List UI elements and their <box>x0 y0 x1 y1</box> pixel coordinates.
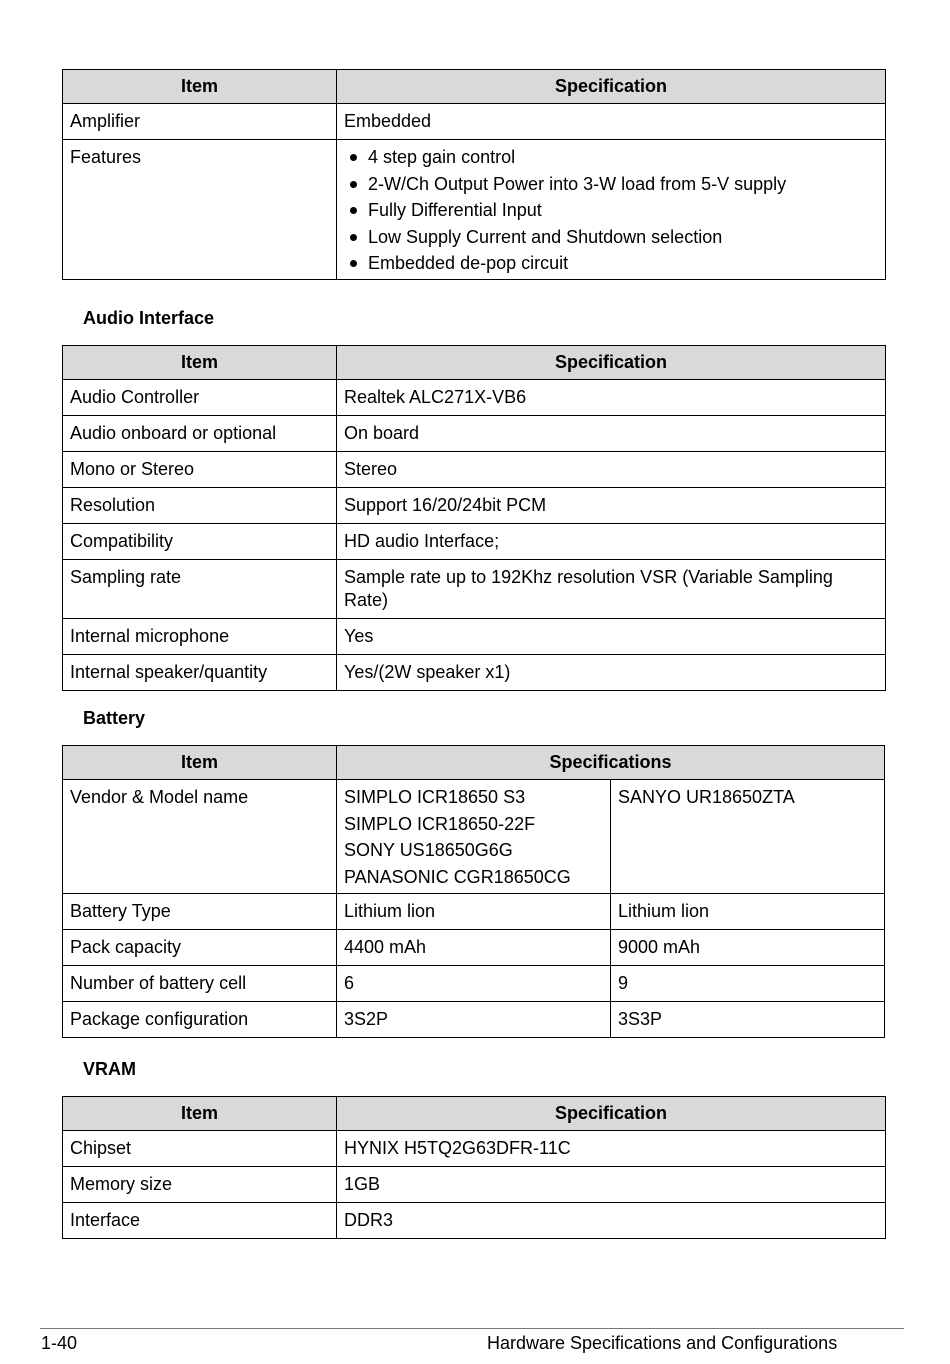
section-title-battery: Battery <box>83 708 146 728</box>
model-name: PANASONIC CGR18650CG <box>344 866 571 887</box>
table-row <box>63 1131 886 1167</box>
spec-cell: Lithium lion <box>611 894 885 930</box>
header-specification: Specification <box>337 346 886 380</box>
table-row <box>63 780 885 894</box>
spec-cell: 9 <box>611 966 885 1002</box>
spec-cell: Realtek ALC271X-VB6 <box>337 380 886 416</box>
item-cell: Internal speaker/quantity <box>63 655 337 691</box>
item-cell: Chipset <box>63 1131 337 1167</box>
item-cell: Interface <box>63 1203 337 1239</box>
item-cell: Audio onboard or optional <box>63 416 337 452</box>
table-row <box>63 1203 886 1239</box>
item-cell: Features <box>63 140 337 280</box>
spec-cell: Yes/(2W speaker x1) <box>337 655 886 691</box>
audio-interface-table <box>62 345 886 691</box>
item-cell: Resolution <box>63 488 337 524</box>
item-cell: Pack capacity <box>63 930 337 966</box>
table-header-row <box>63 70 886 104</box>
header-item: Item <box>63 746 337 780</box>
item-cell: Number of battery cell <box>63 966 337 1002</box>
table-row <box>63 416 886 452</box>
spec-cell: Embedded <box>337 104 886 140</box>
header-item: Item <box>63 346 337 380</box>
vram-table <box>62 1096 886 1239</box>
features-cell <box>337 140 886 280</box>
header-specification: Specification <box>337 70 886 104</box>
spec-cell: Lithium lion <box>337 894 611 930</box>
table-row <box>63 655 886 691</box>
item-cell: Sampling rate <box>63 560 337 619</box>
spec-cell: 4400 mAh <box>337 930 611 966</box>
vendor-models-cell <box>337 780 611 894</box>
spec-cell: 6 <box>337 966 611 1002</box>
spec-cell: Yes <box>337 619 886 655</box>
model-name: SIMPLO ICR18650-22F <box>344 813 536 834</box>
item-cell: Battery Type <box>63 894 337 930</box>
list-item: Fully Differential Input <box>344 197 878 224</box>
spec-cell: 9000 mAh <box>611 930 885 966</box>
model-name: SIMPLO ICR18650 S3 <box>344 787 526 807</box>
header-specification: Specification <box>337 1097 886 1131</box>
table-row <box>63 894 885 930</box>
table-header-row <box>63 1097 886 1131</box>
spec-cell: Support 16/20/24bit PCM <box>337 488 886 524</box>
table-row <box>63 966 885 1002</box>
spec-cell: 3S2P <box>337 1002 611 1038</box>
spec-cell: DDR3 <box>337 1203 886 1239</box>
item-cell: Vendor & Model name <box>63 780 337 894</box>
spec-cell: On board <box>337 416 886 452</box>
item-cell: Amplifier <box>63 104 337 140</box>
item-cell: Internal microphone <box>63 619 337 655</box>
table-row <box>63 560 886 619</box>
table-row <box>63 380 886 416</box>
item-cell: Mono or Stereo <box>63 452 337 488</box>
table-row <box>63 619 886 655</box>
section-title-audio-interface: Audio Interface <box>83 308 215 328</box>
table-row <box>63 452 886 488</box>
section-title-vram: VRAM <box>83 1059 136 1079</box>
list-item: Embedded de-pop circuit <box>344 250 878 277</box>
header-specifications: Specifications <box>337 746 885 780</box>
features-list <box>344 144 878 277</box>
item-cell: Compatibility <box>63 524 337 560</box>
table-row <box>63 524 886 560</box>
model-name: SONY US18650G6G <box>344 840 513 860</box>
table-row <box>63 930 885 966</box>
table-header-row <box>63 746 885 780</box>
spec-cell: HD audio Interface; <box>337 524 886 560</box>
table-row <box>63 140 886 280</box>
list-item: Low Supply Current and Shutdown selection <box>344 224 878 251</box>
item-cell: Package configuration <box>63 1002 337 1038</box>
model-name: SANYO UR18650ZTA <box>618 787 795 807</box>
item-cell: Audio Controller <box>63 380 337 416</box>
chapter-title: Hardware Specifications and Configurations <box>487 1333 838 1353</box>
spec-cell: HYNIX H5TQ2G63DFR-11C <box>337 1131 886 1167</box>
footer-divider <box>40 1328 904 1329</box>
list-item: 2-W/Ch Output Power into 3-W load from 5-V supply <box>344 171 878 198</box>
header-item: Item <box>63 1097 337 1131</box>
battery-table <box>62 745 885 1038</box>
table-row <box>63 488 886 524</box>
spec-cell: Stereo <box>337 452 886 488</box>
vendor-model-cell <box>611 780 885 894</box>
page-number: 1-40 <box>41 1333 78 1353</box>
header-item: Item <box>63 70 337 104</box>
table-header-row <box>63 346 886 380</box>
item-cell: Memory size <box>63 1167 337 1203</box>
spec-cell: Sample rate up to 192Khz resolution VSR (Variable Sampling Rate) <box>337 560 886 619</box>
spec-cell: 3S3P <box>611 1002 885 1038</box>
spec-cell: 1GB <box>337 1167 886 1203</box>
table-row <box>63 104 886 140</box>
amplifier-table <box>62 69 886 280</box>
table-row <box>63 1167 886 1203</box>
list-item: 4 step gain control <box>344 144 878 171</box>
table-row <box>63 1002 885 1038</box>
